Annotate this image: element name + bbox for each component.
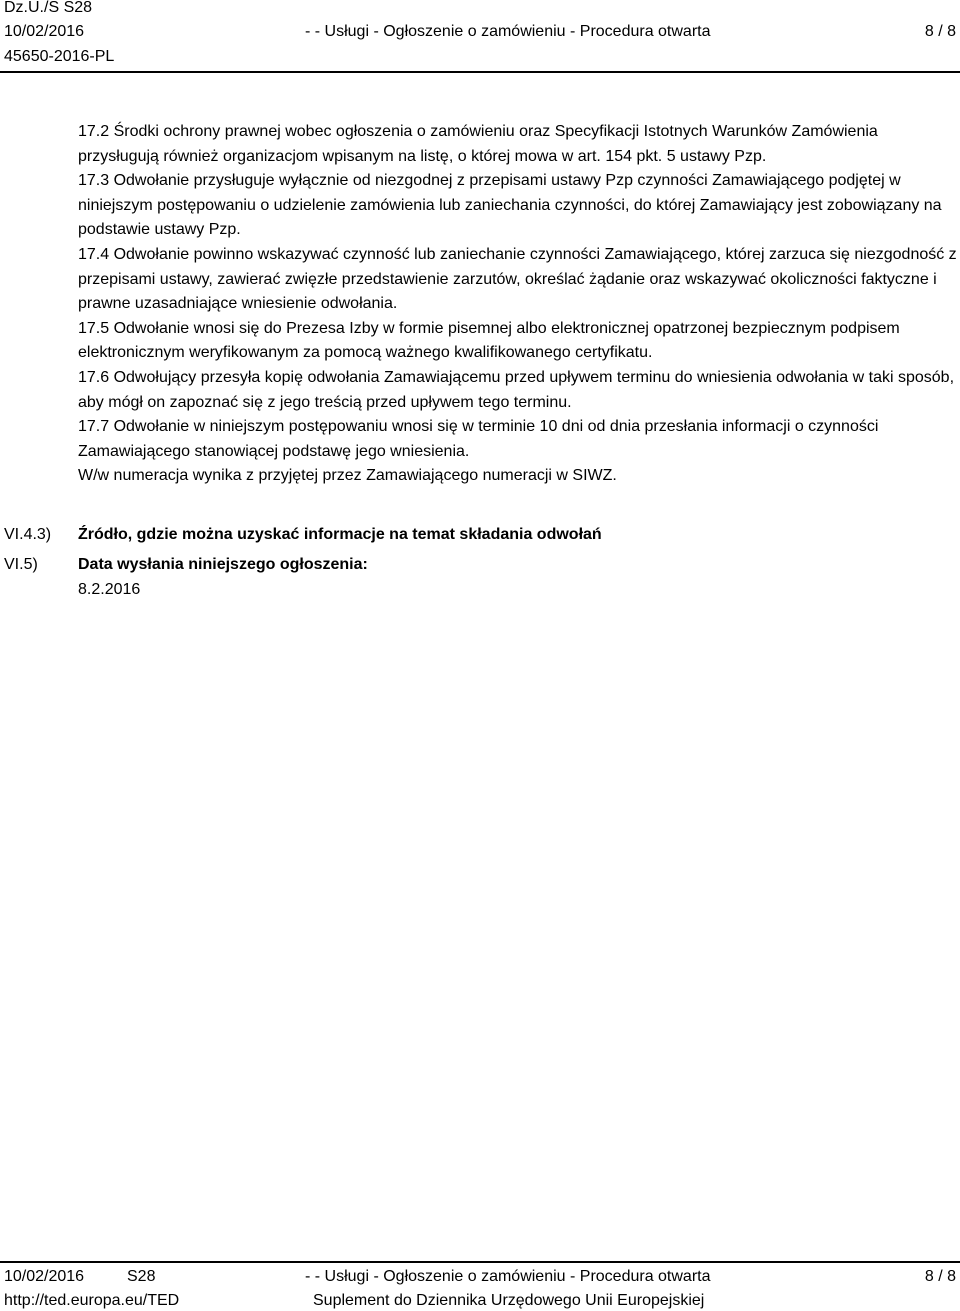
footer-url-link[interactable]: http://ted.europa.eu/TED	[4, 1292, 180, 1309]
section-body-text	[78, 120, 958, 489]
footer-date: 10/02/2016	[4, 1268, 85, 1285]
section-heading-appeal-info-source: Źródło, gdzie można uzyskać informacje na temat składania odwołań	[78, 526, 602, 543]
header-date: 10/02/2016	[4, 23, 85, 40]
paragraph-17-3: 17.3 Odwołanie przysługuje wyłącznie od niezgodnej z przepisami ustawy Pzp czynności Zamawiającego podjętej w niniejszym postępowaniu o udzielenie zamówienia lub zaniechania czynności, do której Zamawiający jest zobowiązany na podstawie ustawy Pzp.	[78, 172, 942, 239]
paragraph-17-2: 17.2 Środki ochrony prawnej wobec ogłoszenia o zamówieniu oraz Specyfikacji Istotnych Warunków Zamówienia przysługują również organizacjom wpisanym na listę, o której mowa w art. 154 pkt. 5 ustawy Pzp.	[78, 123, 878, 165]
paragraph-17-4: 17.4 Odwołanie powinno wskazywać czynność lub zaniechanie czynności Zamawiającego, której zarzuca się niezgodność z przepisami ustawy, zawierać zwięzłe przedstawienie zarzutów, określać żądanie oraz wskazywać okoliczności faktyczne i prawne uzasadniające wniesienie odwołania.	[78, 245, 957, 313]
header-title: - - Usługi - Ogłoszenie o zamówieniu - Procedura otwarta	[305, 23, 711, 40]
section-label-vi-4-3: VI.4.3)	[4, 526, 52, 543]
footer-page-number: 8 / 8	[924, 1268, 956, 1285]
footer-supplement: Suplement do Dziennika Urzędowego Unii Europejskiej	[313, 1292, 705, 1309]
footer-divider	[0, 1261, 960, 1263]
paragraph-17-6: 17.6 Odwołujący przesyła kopię odwołania Zamawiającemu przed upływem terminu do wniesienia odwołania w taki sposób, aby mógł on zapoznać się z jego treścią przed upływem tego terminu.	[78, 368, 955, 411]
header-divider	[0, 71, 960, 73]
footer-title: - - Usługi - Ogłoszenie o zamówieniu - Procedura otwarta	[305, 1268, 711, 1285]
header-page-number: 8 / 8	[924, 23, 956, 40]
footer-series: S28	[127, 1268, 156, 1285]
section-heading-dispatch-date: Data wysłania niniejszego ogłoszenia:	[78, 556, 368, 573]
numbering-note: W/w numeracja wynika z przyjętej przez Zamawiającego numeracji w SIWZ.	[78, 467, 617, 485]
document-id: 45650-2016-PL	[4, 48, 115, 65]
journal-reference: Dz.U./S S28	[4, 0, 93, 16]
paragraph-17-7: 17.7 Odwołanie w niniejszym postępowaniu wnosi się w terminie 10 dni od dnia przesłania informacji o czynności Zamawiającego stanowiącej podstawę jego wniesienia.	[78, 418, 879, 460]
dispatch-date-value: 8.2.2016	[78, 581, 141, 598]
section-label-vi-5: VI.5)	[4, 556, 38, 573]
paragraph-17-5: 17.5 Odwołanie wnosi się do Prezesa Izby w formie pisemnej albo elektronicznej opatrzonej bezpiecznym podpisem elektronicznym weryfikowanym za pomocą ważnego kwalifikowanego certyfikatu.	[78, 319, 900, 362]
